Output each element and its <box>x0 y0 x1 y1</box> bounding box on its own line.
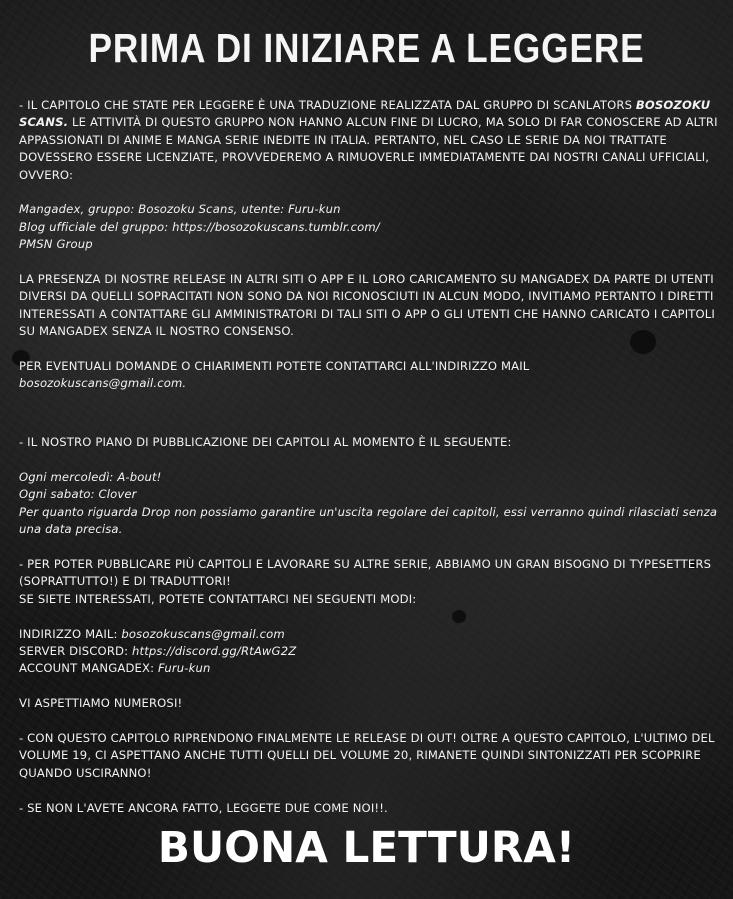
mangadex-label: ACCOUNT MANGADEX: <box>19 661 155 676</box>
discord-value: https://discord.gg/RtAwG2Z <box>132 644 297 659</box>
channel-mangadex: Mangadex, gruppo: Bosozoku Scans, utente: Furu-kun <box>19 202 341 217</box>
schedule-drop-note: Per quanto riguarda Drop non possiamo garantire un'uscita regolare dei capitoli, essi verranno quindi rilasciati senza una data precisa. <box>19 504 718 537</box>
intro-rest: LE ATTIVITÀ DI QUESTO GRUPPO NON HANNO ALCUN FINE DI LUCRO, MA SOLO DI FAR CONOSCERE AD ALTRI APPASSIONATI DI ANIME E MANGA SERIE INEDITE IN ITALIA. PERTANTO, NEL CASO LE SERIE DA NOI TRATTATE DOVESSERO ESSERE LICENZIATE, PROVVEDEREMO A RIMUOVERLE IMMEDIATAMENTE DAI NOSTRI CANALI UFFICIALI, OVVERO: <box>19 115 718 182</box>
schedule-wednesday: Ogni mercoledì: A-bout! <box>19 470 162 485</box>
discord-label: SERVER DISCORD: <box>19 644 129 659</box>
page-title: PRIMA DI INIZIARE A LEGGERE <box>88 25 645 71</box>
intro-paragraph <box>19 97 719 184</box>
out-notice: - CON QUESTO CAPITOLO RIPRENDONO FINALMENTE LE RELEASE DI OUT! OLTRE A QUESTO CAPITOLO, L'ULTIMO DEL VOLUME 19, CI ASPETTANO ANCHE TUTTI QUELLI DEL VOLUME 20, RIMANETE QUINDI SINTONIZZATI PER SCOPRIRE QUANDO USCIRANNO! <box>19 731 715 780</box>
channel-blog: Blog ufficiale del gruppo: https://bosozokuscans.tumblr.com/ <box>19 219 380 234</box>
mangadex-value: Furu-kun <box>158 661 211 676</box>
group-name: BOSOZOKU SCANS. <box>19 98 711 130</box>
mail-label: INDIRIZZO MAIL: <box>19 626 118 641</box>
intro-lead: - IL CAPITOLO CHE STATE PER LEGGERE È UNA TRADUZIONE REALIZZATA DAL GRUPPO DI SCANLATORS <box>19 98 633 112</box>
recruit-closing: VI ASPETTIAMO NUMEROSI! <box>19 696 183 711</box>
notice-body <box>19 97 719 817</box>
recruit-discord <box>19 643 719 660</box>
final-notice: - SE NON L'AVETE ANCORA FATTO, LEGGETE DUE COME NOI!!. <box>19 800 388 815</box>
mail-value: bosozokuscans@gmail.com <box>121 626 285 641</box>
closing-title: BUONA LETTURA! <box>157 823 576 873</box>
recruit-text: - PER POTER PUBBLICARE PIÙ CAPITOLI E LAVORARE SU ALTRE SERIE, ABBIAMO UN GRAN BISOGNO DI TYPESETTERS (SOPRATTUTTO!) E DI TRADUTTORI! <box>19 557 712 589</box>
recruit-mangadex <box>19 660 719 677</box>
schedule-saturday: Ogni sabato: Clover <box>19 487 137 502</box>
recruit-contact-intro: SE SIETE INTERESSATI, POTETE CONTATTARCI NEI SEGUENTI MODI: <box>19 591 417 606</box>
release-notice: LA PRESENZA DI NOSTRE RELEASE IN ALTRI SITI O APP E IL LORO CARICAMENTO SU MANGADEX DA PARTE DI UTENTI DIVERSI DA QUELLI SOPRACITATI NON SONO DA NOI RICONOSCIUTI IN ALCUN MODO, INVITIAMO PERTANTO I DIRETTI INTERESSATI A CONTATTARE GLI AMMINISTRATORI DI TALI SITI O APP O GLI UTENTI CHE HANNO CARICATO I CAPITOLI SU MANGADEX SENZA IL NOSTRO CONSENSO. <box>19 272 715 339</box>
recruit-mail <box>19 626 719 643</box>
channel-pmsn: PMSN Group <box>19 237 93 252</box>
contact-notice: PER EVENTUALI DOMANDE O CHIARIMENTI POTETE CONTATTARCI ALL'INDIRIZZO MAIL <box>19 359 530 374</box>
contact-email: bosozokuscans@gmail.com. <box>19 376 187 391</box>
schedule-heading: - IL NOSTRO PIANO DI PUBBLICAZIONE DEI CAPITOLI AL MOMENTO È IL SEGUENTE: <box>19 435 512 450</box>
